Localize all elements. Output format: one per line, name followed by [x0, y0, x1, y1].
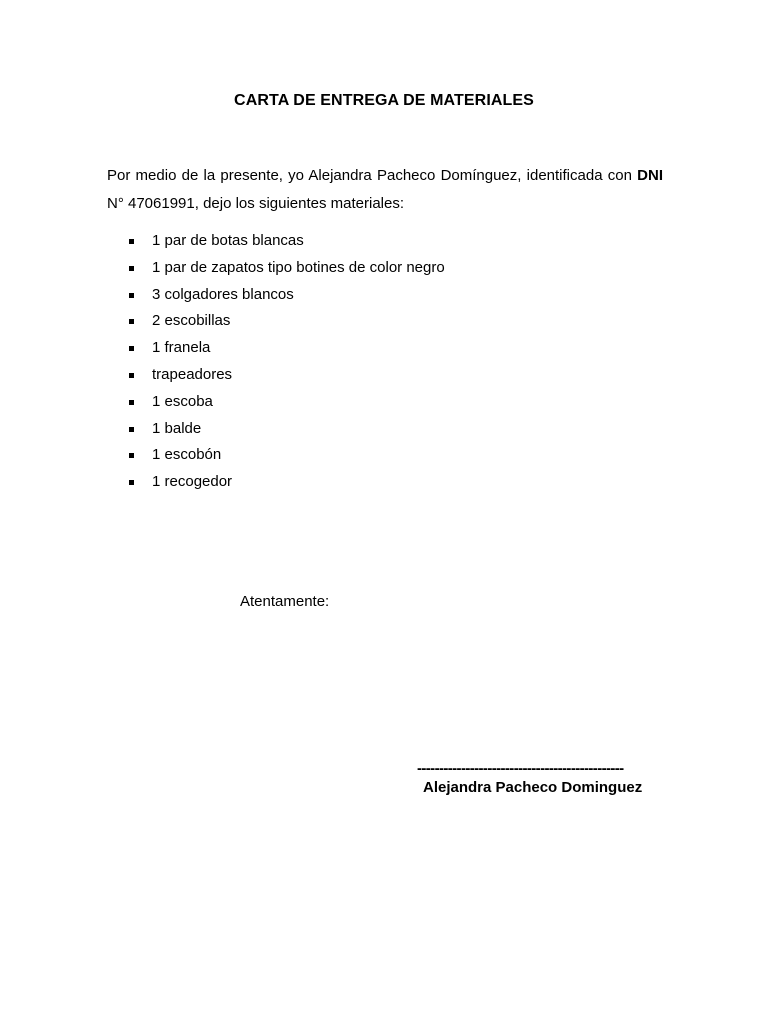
bullet-icon	[129, 319, 134, 324]
list-item-text: 3 colgadores blancos	[152, 285, 294, 303]
list-item-text: 1 escoba	[152, 392, 213, 410]
bullet-icon	[129, 346, 134, 351]
intro-paragraph	[107, 162, 663, 218]
list-item-text: 1 balde	[152, 419, 202, 437]
list-item	[126, 336, 445, 363]
closing-text: Atentamente:	[240, 593, 330, 610]
list-item-text: 1 par de zapatos tipo botines de color negro	[152, 258, 445, 276]
bullet-icon	[129, 427, 134, 432]
list-item-text: 1 escobón	[152, 446, 222, 464]
list-item-text: 1 franela	[152, 339, 211, 357]
list-item	[126, 390, 445, 417]
signature-name: Alejandra Pacheco Dominguez	[423, 779, 643, 796]
list-item	[126, 443, 445, 470]
bullet-icon	[129, 480, 134, 485]
list-item	[126, 363, 445, 390]
intro-text-part1: Por medio de la presente, yo Alejandra Pacheco Domínguez, identificada con	[107, 167, 638, 184]
list-item	[126, 309, 445, 336]
list-item-text: 1 par de botas blancas	[152, 232, 304, 249]
intro-text-part2: N° 47061991, dejo los siguientes materiales:	[107, 195, 405, 212]
list-item	[126, 470, 445, 497]
signature-line: -----------------------------------------------	[417, 760, 624, 777]
bullet-icon	[129, 453, 134, 458]
bullet-icon	[129, 239, 134, 244]
bullet-icon	[129, 373, 134, 378]
bullet-icon	[129, 293, 134, 298]
list-item-text: trapeadores	[152, 365, 233, 383]
dni-label: DNI	[637, 167, 663, 184]
list-item	[126, 417, 445, 444]
list-item-text: 1 recogedor	[152, 473, 233, 491]
list-item-text: 2 escobillas	[152, 312, 231, 330]
list-item	[126, 283, 445, 310]
bullet-icon	[129, 400, 134, 405]
list-item	[126, 256, 445, 283]
list-item	[126, 229, 445, 256]
document-title: CARTA DE ENTREGA DE MATERIALES	[234, 92, 534, 109]
bullet-icon	[129, 266, 134, 271]
materials-list	[126, 229, 445, 497]
